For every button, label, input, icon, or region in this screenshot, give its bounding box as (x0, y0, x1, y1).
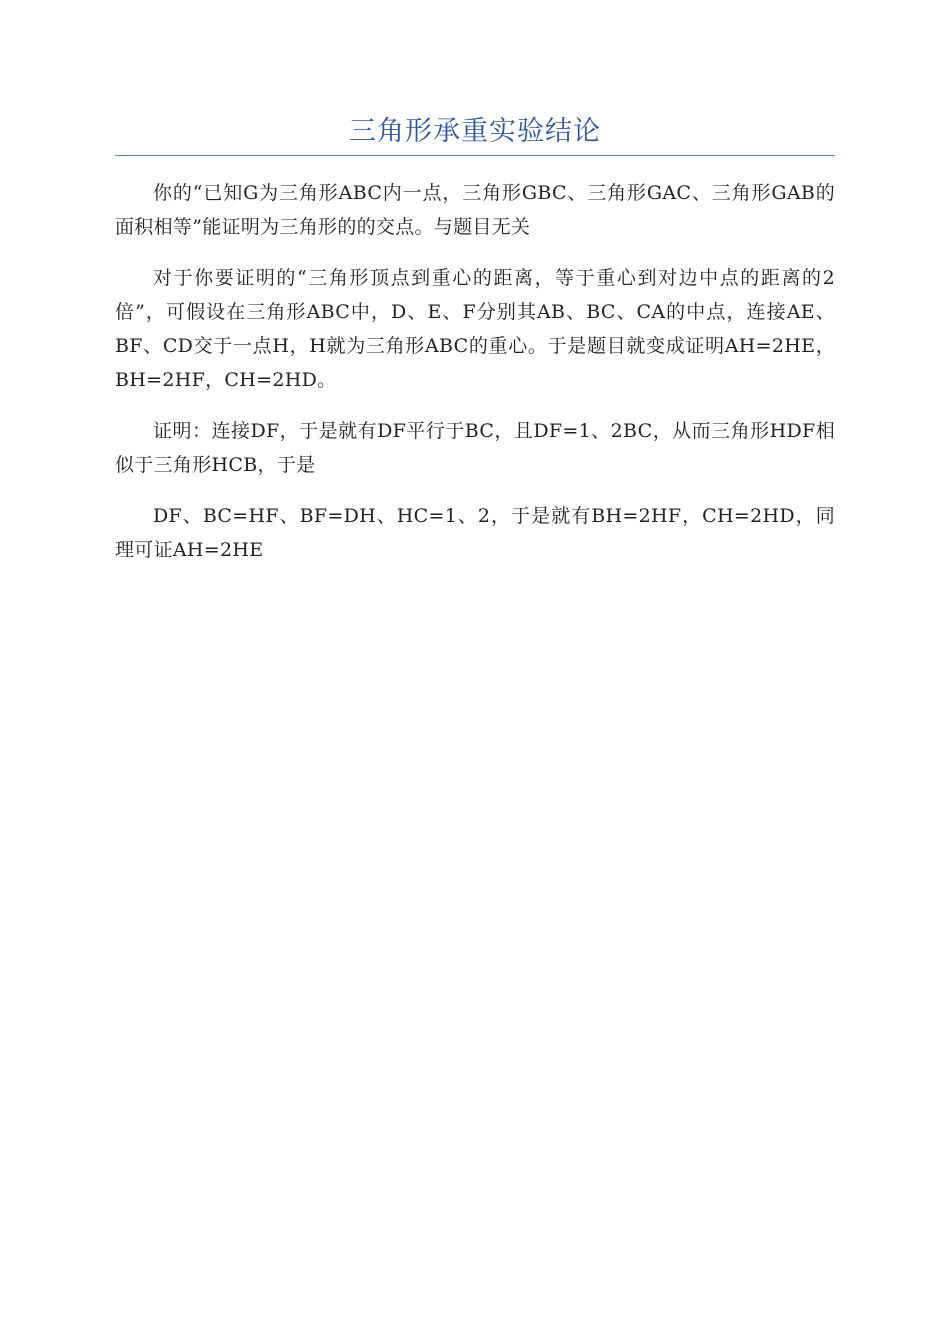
paragraph-3: 证明：连接DF，于是就有DF平行于BC，且DF=1、2BC，从而三角形HDF相似于三角形HCB，于是 (115, 420, 835, 476)
document-body (115, 176, 835, 584)
document-title: 三角形承重实验结论 (349, 116, 601, 147)
paragraph-1: 你的“已知G为三角形ABC内一点，三角形GBC、三角形GAC、三角形GAB的面积相等”能证明为三角形的的交点。与题目无关 (115, 182, 835, 238)
title-block (115, 112, 835, 156)
paragraph-2: 对于你要证明的“三角形顶点到重心的距离，等于重心到对边中点的距离的2倍”，可假设在三角形ABC中，D、E、F分别其AB、BC、CA的中点，连接AE、BF、CD交于一点H，H就为三角形ABC的重心。于是题目就变成证明AH=2HE，BH=2HF，CH=2HD。 (115, 267, 835, 391)
paragraph-4: DF、BC=HF、BF=DH、HC=1、2，于是就有BH=2HF，CH=2HD，同理可证AH=2HE (115, 505, 835, 561)
